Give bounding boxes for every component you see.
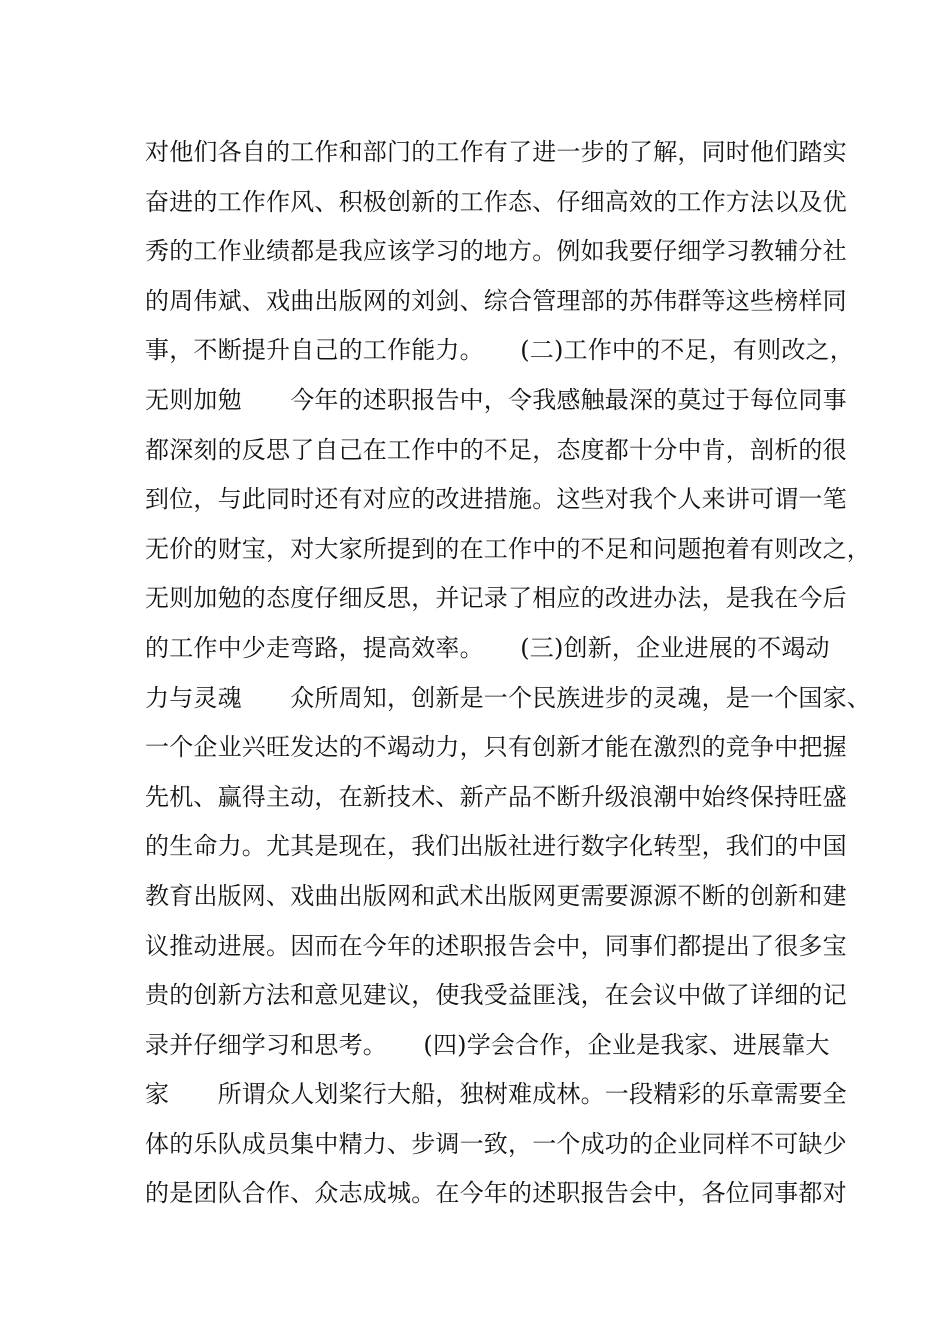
text-line: 秀的工作业绩都是我应该学习的地方。例如我要仔细学习教辅分社	[145, 237, 847, 266]
text-line: 的工作中少走弯路，提高效率。 (三)创新，企业进展的不竭动	[145, 633, 830, 662]
text-line: 力与灵魂 众所周知，创新是一个民族进步的灵魂，是一个国家、	[145, 683, 871, 712]
text-line: 的周伟斌、戏曲出版网的刘剑、综合管理部的苏伟群等这些榜样同	[145, 286, 847, 315]
text-line: 事，不断提升自己的工作能力。 (二)工作中的不足，有则改之，	[145, 336, 854, 365]
text-line: 的是团队合作、众志成城。在今年的述职报告会中，各位同事都对	[145, 1179, 847, 1208]
text-line: 都深刻的反思了自己在工作中的不足，态度都十分中肯，剖析的很	[145, 435, 847, 464]
text-line: 体的乐队成员集中精力、步调一致，一个成功的企业同样不可缺少	[145, 1129, 847, 1158]
text-line: 录并仔细学习和思考。 (四)学会合作，企业是我家、进展靠大	[145, 1030, 830, 1059]
text-line: 无则加勉的态度仔细反思，并记录了相应的改进办法，是我在今后	[145, 584, 847, 613]
text-line: 先机、赢得主动，在新技术、新产品不断升级浪潮中始终保持旺盛	[145, 782, 847, 811]
text-line: 对他们各自的工作和部门的工作有了进一步的了解，同时他们踏实	[145, 138, 847, 166]
text-line: 奋进的工作作风、积极创新的工作态、仔细高效的工作方法以及优	[145, 187, 847, 216]
text-line: 家 所谓众人划桨行大船，独树难成林。一段精彩的乐章需要全	[145, 1080, 847, 1109]
text-line: 一个企业兴旺发达的不竭动力，只有创新才能在激烈的竞争中把握	[145, 733, 847, 762]
text-line: 无价的财宝，对大家所提到的在工作中的不足和问题抱着有则改之，	[145, 534, 871, 563]
text-line: 无则加勉 今年的述职报告中，令我感触最深的莫过于每位同事	[145, 385, 847, 414]
text-line: 贵的创新方法和意见建议，使我受益匪浅，在会议中做了详细的记	[145, 981, 847, 1010]
text-line: 教育出版网、戏曲出版网和武术出版网更需要源源不断的创新和建	[145, 881, 847, 910]
text-line: 的生命力。尤其是现在，我们出版社进行数字化转型，我们的中国	[145, 832, 847, 861]
text-line: 到位，与此同时还有对应的改进措施。这些对我个人来讲可谓一笔	[145, 485, 847, 514]
body-text	[145, 128, 871, 1219]
text-line: 议推动进展。因而在今年的述职报告会中，同事们都提出了很多宝	[145, 931, 847, 960]
